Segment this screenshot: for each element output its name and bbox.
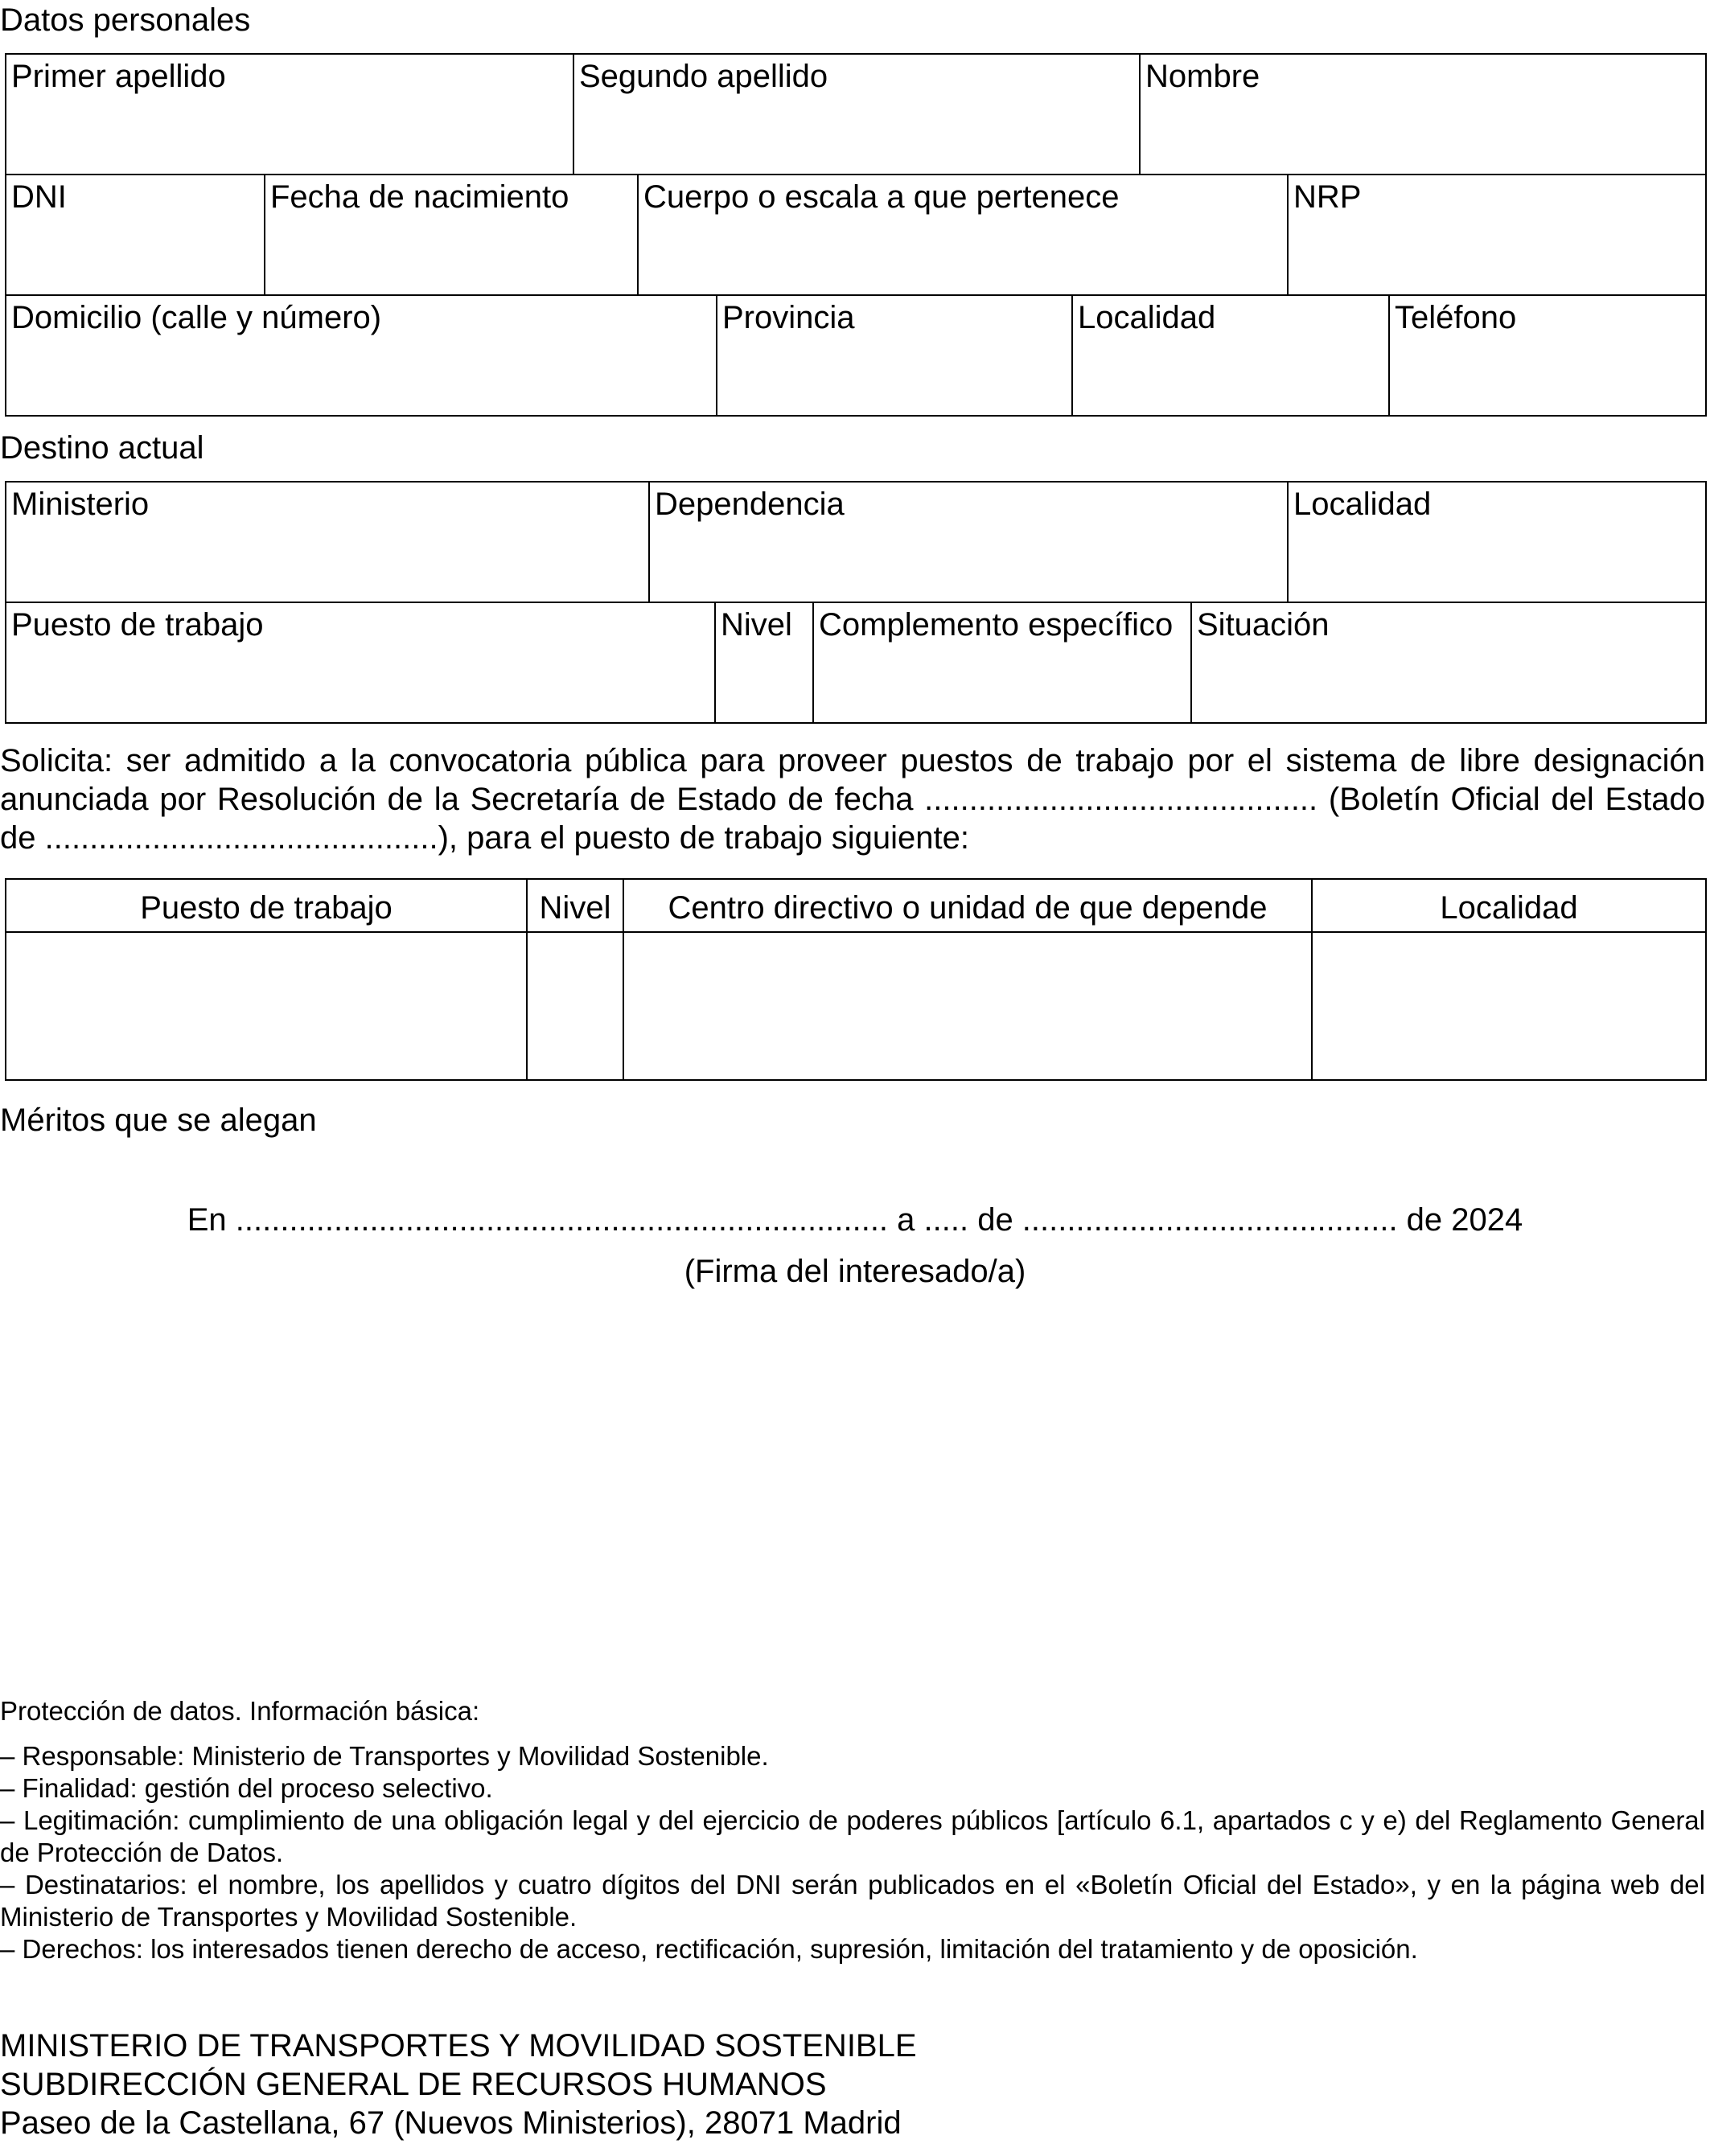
section-title-datos-personales: Datos personales (0, 2, 251, 38)
section-title-meritos: Méritos que se alegan (0, 1103, 317, 1138)
field-situacion[interactable] (1192, 603, 1705, 724)
field-ministerio[interactable] (6, 483, 650, 603)
column-header-centro-directivo: Centro directivo o unidad de que depende (624, 880, 1313, 933)
field-nivel[interactable] (716, 603, 814, 724)
list-item: – Destinatarios: el nombre, los apellidos y cuatro dígitos del DNI serán publicados en el «Boletín Oficial del Estado», y en la página web del Ministerio de Transportes y Movilidad Sostenible. (0, 1870, 1705, 1932)
field-label: Dependencia (655, 487, 845, 522)
field-fecha-nacimiento[interactable] (265, 175, 639, 296)
column-header-puesto: Puesto de trabajo (6, 880, 528, 933)
field-complemento-especifico[interactable] (814, 603, 1192, 724)
field-label: Nivel (721, 607, 792, 643)
field-segundo-apellido[interactable] (574, 55, 1141, 175)
input-cell-localidad[interactable] (1313, 933, 1705, 1079)
field-label: Ministerio (11, 487, 150, 522)
field-label: Complemento específico (819, 607, 1174, 643)
current-post-table (5, 481, 1707, 724)
field-domicilio[interactable] (6, 296, 717, 417)
list-item: – Finalidad: gestión del proceso selectivo. (0, 1773, 493, 1803)
input-cell-centro-directivo[interactable] (624, 933, 1313, 1079)
field-nrp[interactable] (1289, 175, 1705, 296)
footer-address-block (0, 2027, 917, 2142)
column-header-localidad: Localidad (1440, 890, 1578, 926)
signature-label: (Firma del interesado/a) (684, 1254, 1026, 1289)
field-dni[interactable] (6, 175, 265, 296)
input-cell-puesto[interactable] (6, 933, 528, 1079)
list-item: – Legitimación: cumplimiento de una obligación legal y del ejercicio de poderes públicos [artículo 6.1, apartados c y e) del Reglamento General de Protección de Datos. (0, 1805, 1705, 1867)
field-label: NRP (1293, 179, 1362, 215)
field-label: Fecha de nacimiento (270, 179, 569, 215)
field-label: DNI (11, 179, 67, 215)
field-label: Provincia (722, 300, 855, 335)
field-label: Cuerpo o escala a que pertenece (643, 179, 1120, 215)
footer-ministry: MINISTERIO DE TRANSPORTES Y MOVILIDAD SOSTENIBLE (0, 2028, 917, 2064)
field-puesto-trabajo[interactable] (6, 603, 716, 724)
input-cell-nivel[interactable] (528, 933, 624, 1079)
personal-data-table (5, 53, 1707, 417)
list-item: – Responsable: Ministerio de Transportes y Movilidad Sostenible. (0, 1741, 769, 1771)
field-localidad-destino[interactable] (1289, 483, 1705, 603)
field-label: Segundo apellido (579, 59, 828, 94)
field-dependencia[interactable] (650, 483, 1289, 603)
field-cuerpo-escala[interactable] (639, 175, 1289, 296)
field-label: Localidad (1293, 487, 1432, 522)
footer-subdirection: SUBDIRECCIÓN GENERAL DE RECURSOS HUMANOS (0, 2067, 827, 2102)
field-label: Nombre (1145, 59, 1260, 94)
section-title-destino-actual: Destino actual (0, 430, 204, 466)
field-label: Situación (1197, 607, 1330, 643)
field-provincia[interactable] (717, 296, 1073, 417)
field-telefono[interactable] (1390, 296, 1705, 417)
column-header-nivel: Nivel (528, 880, 624, 933)
field-localidad[interactable] (1073, 296, 1390, 417)
place-date-line: En ......................................................................... a ..... de .......................................... de 2024 (187, 1202, 1523, 1238)
list-item: – Derechos: los interesados tienen derecho de acceso, rectificación, supresión, limitación del tratamiento y de oposición. (0, 1934, 1418, 1964)
field-label: Localidad (1078, 300, 1216, 335)
requested-post-table (5, 878, 1707, 1081)
field-label: Puesto de trabajo (11, 607, 264, 643)
field-label: Domicilio (calle y número) (11, 300, 382, 335)
field-nombre[interactable] (1141, 55, 1705, 175)
footer-address: Paseo de la Castellana, 67 (Nuevos Ministerios), 28071 Madrid (0, 2105, 902, 2141)
data-protection-list (0, 1740, 1705, 1965)
data-protection-title: Protección de datos. Información básica: (0, 1696, 480, 1726)
field-primer-apellido[interactable] (6, 55, 574, 175)
field-label: Teléfono (1395, 300, 1517, 335)
solicita-paragraph: Solicita: ser admitido a la convocatoria pública para proveer puestos de trabajo por el sistema de libre designación anunciada por Resolución de la Secretaría de Estado de fecha ............................................ (Boletín Oficial del Estado de ............................................), para el puesto de trabajo siguiente: (0, 743, 1705, 856)
field-label: Primer apellido (11, 59, 226, 94)
